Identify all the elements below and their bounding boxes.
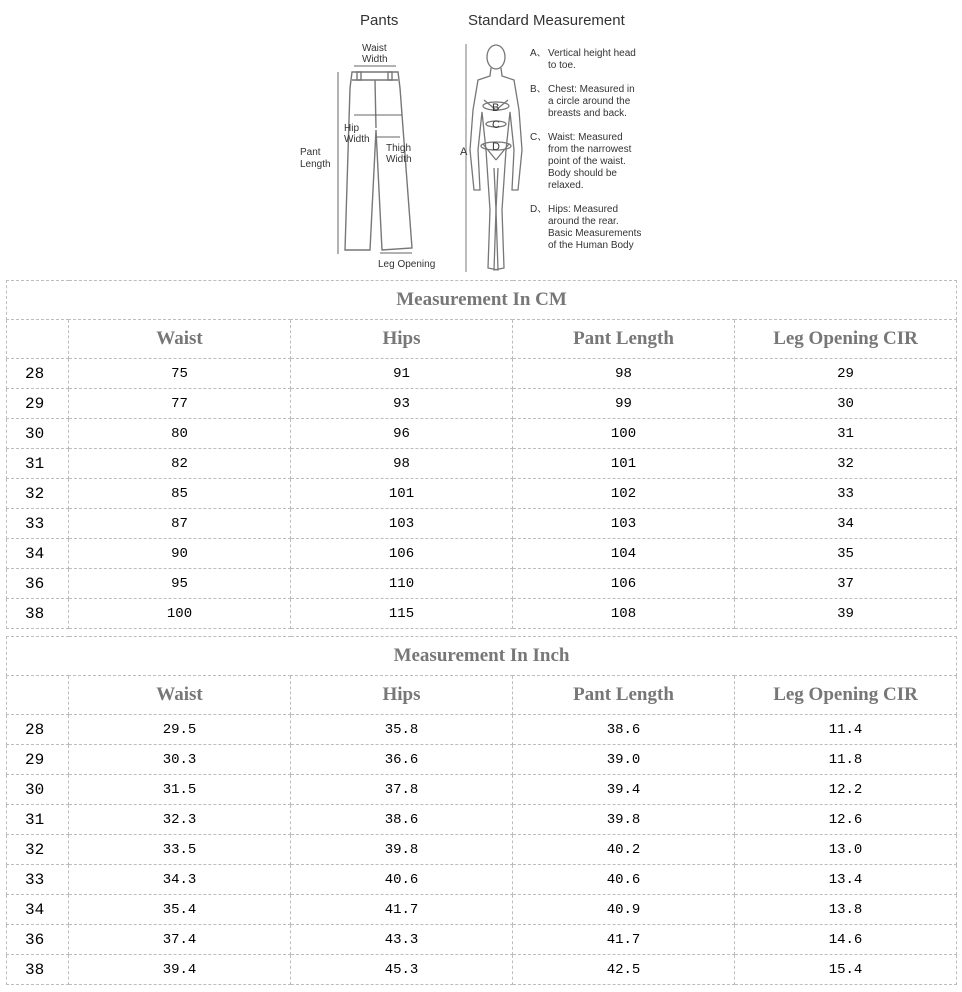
value-cell: 39.8 — [513, 805, 735, 835]
size-cell: 33 — [7, 509, 69, 539]
value-cell: 39 — [735, 599, 957, 629]
value-cell: 39.8 — [291, 835, 513, 865]
value-cell: 14.6 — [735, 925, 957, 955]
value-cell: 33 — [735, 479, 957, 509]
size-cell: 29 — [7, 389, 69, 419]
value-cell: 31 — [735, 419, 957, 449]
value-cell: 75 — [69, 359, 291, 389]
table-row — [7, 835, 957, 865]
table-row — [7, 389, 957, 419]
size-cell: 31 — [7, 805, 69, 835]
size-cell: 36 — [7, 925, 69, 955]
note-c-letter: C、 — [530, 132, 548, 143]
note-b-line: Chest: Measured in — [548, 84, 635, 95]
column-header: Pant Length — [513, 676, 735, 715]
value-cell: 103 — [291, 509, 513, 539]
column-header: Waist — [69, 320, 291, 359]
size-cell: 34 — [7, 895, 69, 925]
note-b-letter: B、 — [530, 84, 547, 95]
value-cell: 106 — [291, 539, 513, 569]
value-cell: 37 — [735, 569, 957, 599]
body-illustration — [466, 44, 522, 272]
value-cell: 99 — [513, 389, 735, 419]
value-cell: 40.9 — [513, 895, 735, 925]
value-cell: 93 — [291, 389, 513, 419]
column-header — [7, 320, 69, 359]
table-row — [7, 925, 957, 955]
size-cell: 28 — [7, 359, 69, 389]
notes-a — [530, 48, 636, 71]
measurement-diagram — [290, 0, 670, 276]
value-cell: 104 — [513, 539, 735, 569]
value-cell: 43.3 — [291, 925, 513, 955]
hip-label-2: Width — [344, 134, 370, 145]
value-cell: 35.4 — [69, 895, 291, 925]
value-cell: 31.5 — [69, 775, 291, 805]
column-header: Waist — [69, 676, 291, 715]
value-cell: 106 — [513, 569, 735, 599]
waist-label-2: Width — [362, 54, 388, 65]
value-cell: 101 — [291, 479, 513, 509]
body-label-d: D — [492, 141, 500, 153]
value-cell: 39.4 — [513, 775, 735, 805]
diagram-svg — [290, 0, 670, 276]
size-cell: 36 — [7, 569, 69, 599]
value-cell: 32.3 — [69, 805, 291, 835]
value-cell: 40.2 — [513, 835, 735, 865]
value-cell: 29 — [735, 359, 957, 389]
thigh-label-1: Thigh — [386, 143, 412, 154]
value-cell: 91 — [291, 359, 513, 389]
value-cell: 11.8 — [735, 745, 957, 775]
inch-table-wrap — [6, 636, 956, 985]
pants-title: Pants — [360, 12, 399, 29]
table-row — [7, 745, 957, 775]
value-cell: 15.4 — [735, 955, 957, 985]
notes-c — [530, 132, 632, 191]
value-cell: 108 — [513, 599, 735, 629]
value-cell: 102 — [513, 479, 735, 509]
body-label-b: B — [492, 102, 500, 114]
value-cell: 13.4 — [735, 865, 957, 895]
value-cell: 100 — [513, 419, 735, 449]
value-cell: 100 — [69, 599, 291, 629]
size-cell: 34 — [7, 539, 69, 569]
value-cell: 101 — [513, 449, 735, 479]
value-cell: 45.3 — [291, 955, 513, 985]
note-c-line: Body should be — [548, 168, 617, 179]
leg-opening-label: Leg Opening — [378, 259, 436, 270]
note-c-line: point of the waist. — [548, 156, 626, 167]
value-cell: 13.0 — [735, 835, 957, 865]
note-d-line: Hips: Measured — [548, 204, 619, 215]
note-b-line: breasts and back. — [548, 108, 627, 119]
table-row — [7, 569, 957, 599]
inch-table-body — [7, 715, 957, 985]
value-cell: 39.4 — [69, 955, 291, 985]
column-header — [7, 676, 69, 715]
table-row — [7, 479, 957, 509]
size-cell: 31 — [7, 449, 69, 479]
value-cell: 30 — [735, 389, 957, 419]
size-cell: 30 — [7, 419, 69, 449]
pant-length-label-2: Length — [300, 159, 331, 170]
value-cell: 38.6 — [513, 715, 735, 745]
note-c-line: Waist: Measured — [548, 132, 623, 143]
size-cell: 28 — [7, 715, 69, 745]
value-cell: 98 — [291, 449, 513, 479]
inch-size-table — [6, 636, 957, 985]
header-row — [7, 320, 957, 359]
note-a-letter: A、 — [530, 48, 547, 59]
table-row — [7, 599, 957, 629]
value-cell: 11.4 — [735, 715, 957, 745]
value-cell: 12.6 — [735, 805, 957, 835]
column-header: Leg Opening CIR — [735, 320, 957, 359]
table-row — [7, 865, 957, 895]
value-cell: 95 — [69, 569, 291, 599]
header-row — [7, 676, 957, 715]
caption-row — [7, 637, 957, 676]
table-row — [7, 775, 957, 805]
column-header: Pant Length — [513, 320, 735, 359]
table-row — [7, 715, 957, 745]
notes-b — [530, 84, 635, 119]
cm-table-wrap — [6, 280, 956, 629]
value-cell: 33.5 — [69, 835, 291, 865]
value-cell: 41.7 — [513, 925, 735, 955]
value-cell: 30.3 — [69, 745, 291, 775]
value-cell: 87 — [69, 509, 291, 539]
column-header: Hips — [291, 676, 513, 715]
note-d-letter: D、 — [530, 204, 548, 215]
note-a-line: to toe. — [548, 60, 576, 71]
value-cell: 36.6 — [291, 745, 513, 775]
cm-size-table — [6, 280, 957, 629]
value-cell: 85 — [69, 479, 291, 509]
value-cell: 77 — [69, 389, 291, 419]
table-row — [7, 449, 957, 479]
note-d-line: of the Human Body — [548, 240, 634, 251]
value-cell: 42.5 — [513, 955, 735, 985]
thigh-label-2: Width — [386, 154, 412, 165]
size-cell: 38 — [7, 599, 69, 629]
pant-length-label-1: Pant — [300, 147, 321, 158]
hip-label-1: Hip — [344, 123, 360, 134]
value-cell: 12.2 — [735, 775, 957, 805]
value-cell: 103 — [513, 509, 735, 539]
value-cell: 98 — [513, 359, 735, 389]
caption-row — [7, 281, 957, 320]
table-row — [7, 419, 957, 449]
note-a-line: Vertical height head — [548, 48, 636, 59]
size-cell: 32 — [7, 479, 69, 509]
value-cell: 40.6 — [291, 865, 513, 895]
body-label-c: C — [492, 119, 500, 131]
note-b-line: a circle around the — [548, 96, 631, 107]
size-cell: 33 — [7, 865, 69, 895]
value-cell: 96 — [291, 419, 513, 449]
value-cell: 34.3 — [69, 865, 291, 895]
note-c-line: from the narrowest — [548, 144, 632, 155]
value-cell: 34 — [735, 509, 957, 539]
value-cell: 115 — [291, 599, 513, 629]
waist-label-1: Waist — [362, 43, 387, 54]
table-row — [7, 955, 957, 985]
notes-d — [530, 204, 641, 251]
column-header: Leg Opening CIR — [735, 676, 957, 715]
value-cell: 39.0 — [513, 745, 735, 775]
note-d-line: around the rear. — [548, 216, 619, 227]
size-cell: 32 — [7, 835, 69, 865]
value-cell: 29.5 — [69, 715, 291, 745]
note-d-line: Basic Measurements — [548, 228, 642, 239]
table-caption: Measurement In CM — [7, 281, 957, 320]
note-c-line: relaxed. — [548, 180, 584, 191]
value-cell: 41.7 — [291, 895, 513, 925]
table-row — [7, 805, 957, 835]
table-row — [7, 509, 957, 539]
value-cell: 32 — [735, 449, 957, 479]
value-cell: 40.6 — [513, 865, 735, 895]
size-cell: 38 — [7, 955, 69, 985]
value-cell: 37.4 — [69, 925, 291, 955]
table-row — [7, 895, 957, 925]
table-row — [7, 539, 957, 569]
value-cell: 82 — [69, 449, 291, 479]
size-cell: 30 — [7, 775, 69, 805]
column-header: Hips — [291, 320, 513, 359]
table-caption: Measurement In Inch — [7, 637, 957, 676]
table-row — [7, 359, 957, 389]
value-cell: 90 — [69, 539, 291, 569]
value-cell: 80 — [69, 419, 291, 449]
body-label-a: A — [460, 146, 468, 158]
cm-table-body — [7, 359, 957, 629]
value-cell: 37.8 — [291, 775, 513, 805]
value-cell: 110 — [291, 569, 513, 599]
value-cell: 35 — [735, 539, 957, 569]
standard-title: Standard Measurement — [468, 12, 625, 29]
size-cell: 29 — [7, 745, 69, 775]
value-cell: 13.8 — [735, 895, 957, 925]
value-cell: 35.8 — [291, 715, 513, 745]
value-cell: 38.6 — [291, 805, 513, 835]
